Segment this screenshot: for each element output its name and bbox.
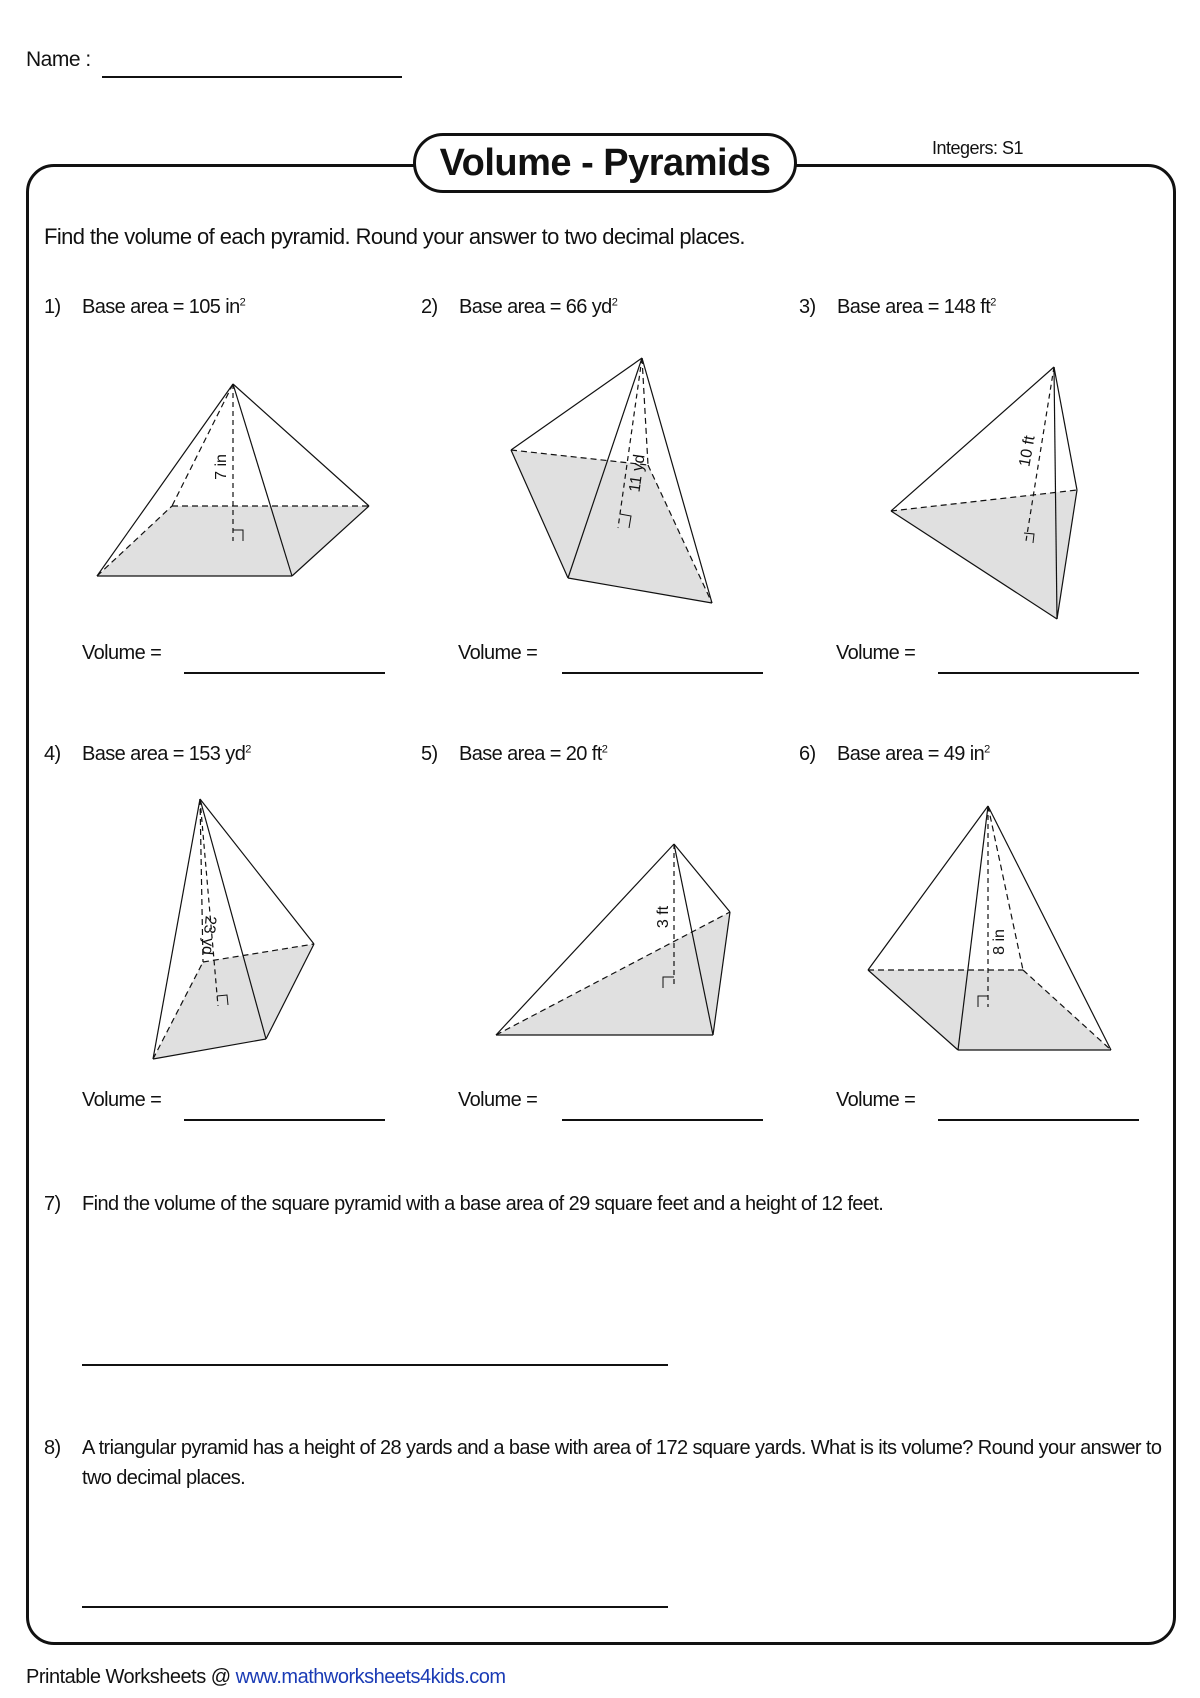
answer-line-7[interactable] — [82, 1364, 668, 1366]
instructions: Find the volume of each pyramid. Round your answer to two decimal places. — [44, 224, 745, 249]
volume-label-3: Volume = — [836, 642, 916, 664]
pyramid-2-height-label: 11 yd — [626, 453, 649, 494]
base-area-text: Base area = 49 in — [837, 743, 985, 765]
exponent: 2 — [239, 296, 246, 309]
answer-line-4[interactable] — [184, 1119, 385, 1121]
volume-label-6: Volume = — [836, 1089, 916, 1111]
problem-number: 6) — [799, 743, 816, 765]
exponent: 2 — [611, 296, 618, 309]
exponent: 2 — [601, 743, 608, 756]
pyramid-6-height-label: 8 in — [991, 929, 1008, 955]
base-area-text: Base area = 66 yd — [459, 296, 612, 318]
base-area-text: Base area = 20 ft — [459, 743, 602, 765]
pyramid-3-figure — [891, 367, 1077, 619]
name-label: Name : — [26, 48, 91, 71]
answer-line-1[interactable] — [184, 672, 385, 674]
base-area-text: Base area = 105 in — [82, 296, 240, 318]
problem-number: 7) — [44, 1193, 61, 1215]
pyramid-1-figure — [97, 384, 369, 576]
problem-number: 2) — [421, 296, 438, 318]
pyramid-4-height-label: 23 yd — [198, 915, 219, 956]
exponent: 2 — [990, 296, 996, 309]
answer-line-3[interactable] — [938, 672, 1139, 674]
answer-line-6[interactable] — [938, 1119, 1139, 1121]
pyramid-5-height-label: 3 ft — [655, 905, 672, 929]
footer-link[interactable]: www.mathworksheets4kids.com — [235, 1666, 506, 1688]
answer-line-2[interactable] — [562, 672, 763, 674]
base-area-text: Base area = 148 ft — [837, 296, 991, 318]
problem-number: 4) — [44, 743, 61, 765]
pyramid-3-height-label: 10 ft — [1016, 434, 1039, 469]
problem-number: 3) — [799, 296, 816, 318]
pyramid-1-height-label: 7 in — [213, 454, 230, 480]
exponent: 2 — [984, 743, 990, 756]
base-area-text: Base area = 153 yd — [82, 743, 246, 765]
problem-number: 1) — [44, 296, 61, 318]
series-label: Integers: S1 — [932, 138, 1024, 158]
answer-line-5[interactable] — [562, 1119, 763, 1121]
exponent: 2 — [245, 743, 251, 756]
pyramid-2-figure — [511, 358, 712, 603]
volume-label-4: Volume = — [82, 1089, 162, 1111]
problem-number: 8) — [44, 1437, 61, 1459]
volume-label-5: Volume = — [458, 1089, 538, 1111]
problem-number: 5) — [421, 743, 438, 765]
pyramid-6-figure — [868, 806, 1111, 1050]
problem-text: Find the volume of the square pyramid with a base area of 29 square feet and a height of 12 feet. — [82, 1193, 884, 1215]
answer-line-8[interactable] — [82, 1606, 668, 1608]
volume-label-1: Volume = — [82, 642, 162, 664]
pyramid-4-figure — [153, 799, 314, 1059]
footer-label: Printable Worksheets @ — [26, 1666, 236, 1688]
page-title: Volume - Pyramids — [413, 133, 797, 193]
footer — [26, 1666, 506, 1689]
pyramid-5-figure — [496, 844, 730, 1035]
volume-label-2: Volume = — [458, 642, 538, 664]
problem-text: A triangular pyramid has a height of 28 yards and a base with area of 172 square yards. What is its volume? Round your answer to two decimal places. — [82, 1437, 1162, 1489]
